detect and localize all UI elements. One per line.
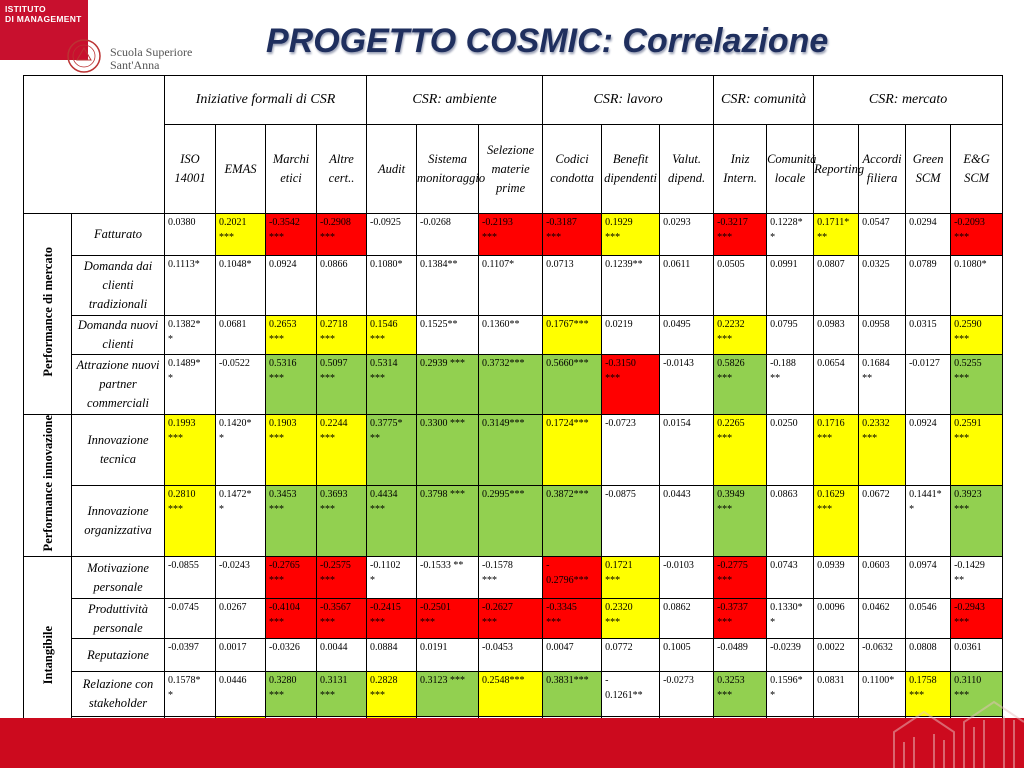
cell: 0.0772	[602, 639, 660, 672]
cell: 0.0958	[859, 316, 906, 355]
cell: -0.2093 ***	[951, 214, 1003, 256]
group-lavoro: CSR: lavoro	[543, 76, 714, 125]
cell: 0.1993 ***	[165, 415, 216, 486]
cell: 0.3131 ***	[317, 672, 367, 717]
cell: - 0.1261**	[602, 672, 660, 717]
cell: 0.2939 ***	[417, 355, 479, 415]
cell: -0.1102 *	[367, 557, 417, 599]
cell: -0.0925	[367, 214, 417, 256]
rowgroup-intangibile-label: Intangibile	[40, 625, 55, 685]
cell: 0.0505	[714, 256, 767, 316]
cell: 0.0361	[951, 639, 1003, 672]
cell: 0.3280 ***	[266, 672, 317, 717]
cell: 0.0743	[767, 557, 814, 599]
col-comunita-locale: Comunità locale	[767, 125, 814, 214]
cell: -0.3567 ***	[317, 599, 367, 639]
cell: 0.2995***	[479, 486, 543, 557]
rowgroup-innovazione-label: Performance innovazione	[40, 415, 55, 552]
table-row	[24, 355, 1003, 415]
cell: 0.2244 ***	[317, 415, 367, 486]
school-name	[110, 46, 192, 72]
cell: 0.2591 ***	[951, 415, 1003, 486]
cell: 0.0884	[367, 639, 417, 672]
cell: 0.0603	[859, 557, 906, 599]
cell: -0.3187 ***	[543, 214, 602, 256]
col-green-scm: Green SCM	[906, 125, 951, 214]
row-label: Domanda nuovi clienti	[72, 316, 165, 355]
cell: 0.1629 ***	[814, 486, 859, 557]
cell: 0.0863	[767, 486, 814, 557]
cell: 0.2320 ***	[602, 599, 660, 639]
cell: -0.0723	[602, 415, 660, 486]
col-valut-dipend: Valut. dipend.	[660, 125, 714, 214]
cell: -0.0273	[660, 672, 714, 717]
cell: 0.1489* *	[165, 355, 216, 415]
cell: 0.1100*	[859, 672, 906, 717]
cell: -0.0127	[906, 355, 951, 415]
cell: 0.0974	[906, 557, 951, 599]
col-reporting: Reporting	[814, 125, 859, 214]
cell: 0.3300 ***	[417, 415, 479, 486]
table-row	[24, 415, 1003, 486]
cell: 0.1080*	[951, 256, 1003, 316]
col-selezione-materie: Selezione materie prime	[479, 125, 543, 214]
row-label: Innovazione organizzativa	[72, 486, 165, 557]
col-benefit-dipendenti: Benefit dipendenti	[602, 125, 660, 214]
row-label: Innovazione tecnica	[72, 415, 165, 486]
seal-icon	[66, 38, 102, 74]
cell: 0.0250	[767, 415, 814, 486]
cell: 0.0315	[906, 316, 951, 355]
cell: 0.5316 ***	[266, 355, 317, 415]
cell: 0.1330* *	[767, 599, 814, 639]
cell: 0.3110 ***	[951, 672, 1003, 717]
cell: 0.0495	[660, 316, 714, 355]
cell: 0.0022	[814, 639, 859, 672]
cell: 0.0807	[814, 256, 859, 316]
cell: 0.0293	[660, 214, 714, 256]
col-accordi-filiera: Accordi filiera	[859, 125, 906, 214]
cell: 0.0325	[859, 256, 906, 316]
cell: -0.2575 ***	[317, 557, 367, 599]
table-row	[24, 672, 1003, 717]
cell: 0.3123 ***	[417, 672, 479, 717]
cell: -0.0745	[165, 599, 216, 639]
cell: -0.3345 ***	[543, 599, 602, 639]
rowgroup-mercato-label: Performance di mercato	[40, 246, 55, 377]
cell: -0.2193 ***	[479, 214, 543, 256]
cell: 0.1578* *	[165, 672, 216, 717]
cell: 0.1903 ***	[266, 415, 317, 486]
cell: 0.1384**	[417, 256, 479, 316]
cell: 0.3949 ***	[714, 486, 767, 557]
cell: 0.0044	[317, 639, 367, 672]
cell: - 0.2796***	[543, 557, 602, 599]
cell: -0.2775 ***	[714, 557, 767, 599]
cell: 0.1228* *	[767, 214, 814, 256]
cell: 0.0154	[660, 415, 714, 486]
table-row	[24, 599, 1003, 639]
row-label: Fatturato	[72, 214, 165, 256]
cell: 0.1472* *	[216, 486, 266, 557]
cell: -0.0326	[266, 639, 317, 672]
cell: 0.2590 ***	[951, 316, 1003, 355]
cell: 0.2810 ***	[165, 486, 216, 557]
row-label: Motivazione personale	[72, 557, 165, 599]
row-label: Domanda dai clienti tradizionali	[72, 256, 165, 316]
cell: 0.0924	[266, 256, 317, 316]
cell: 0.1113*	[165, 256, 216, 316]
cell: 0.1929 ***	[602, 214, 660, 256]
cell: 0.1721 ***	[602, 557, 660, 599]
page-title: PROGETTO COSMIC: Correlazione	[266, 22, 829, 60]
cell: -0.0143	[660, 355, 714, 415]
cell: 0.0654	[814, 355, 859, 415]
col-iniz-intern: Iniz Intern.	[714, 125, 767, 214]
cell: -0.0243	[216, 557, 266, 599]
corner-cell	[24, 76, 165, 214]
cell: 0.1546 ***	[367, 316, 417, 355]
table-row	[24, 486, 1003, 557]
cell: -0.2943 ***	[951, 599, 1003, 639]
cell: 0.2232 ***	[714, 316, 767, 355]
school-logo	[66, 38, 226, 74]
cell: 0.3693 ***	[317, 486, 367, 557]
cell: 0.0611	[660, 256, 714, 316]
table-row	[24, 256, 1003, 316]
group-mercato: CSR: mercato	[814, 76, 1003, 125]
table-row	[24, 557, 1003, 599]
cell: 0.2332 ***	[859, 415, 906, 486]
col-altre-cert: Altre cert..	[317, 125, 367, 214]
row-label: Relazione con stakeholder	[72, 672, 165, 717]
col-emas: EMAS	[216, 125, 266, 214]
cell: -0.188 **	[767, 355, 814, 415]
rowgroup-innovazione	[24, 415, 72, 557]
col-codici-condotta: Codici condotta	[543, 125, 602, 214]
col-audit: Audit	[367, 125, 417, 214]
cell: 0.0831	[814, 672, 859, 717]
logo-line-2: DI MANAGEMENT	[5, 14, 82, 24]
cell: 0.0795	[767, 316, 814, 355]
logo-line-1: ISTITUTO	[5, 4, 46, 14]
col-iso14001: ISO 14001	[165, 125, 216, 214]
cell: 0.0191	[417, 639, 479, 672]
row-label: Reputazione	[72, 639, 165, 672]
cell: -0.3542 ***	[266, 214, 317, 256]
cell: 0.2653 ***	[266, 316, 317, 355]
cell: 0.3149***	[479, 415, 543, 486]
cell: 0.0047	[543, 639, 602, 672]
cell: 0.5826 ***	[714, 355, 767, 415]
cell: 0.1239**	[602, 256, 660, 316]
cell: -0.0875	[602, 486, 660, 557]
cell: -0.2415 ***	[367, 599, 417, 639]
cell: 0.0380	[165, 214, 216, 256]
group-comunita: CSR: comunità	[714, 76, 814, 125]
cell: -0.2501 ***	[417, 599, 479, 639]
cell: 0.5097 ***	[317, 355, 367, 415]
cell: -0.4104 ***	[266, 599, 317, 639]
cell: 0.5314 ***	[367, 355, 417, 415]
col-eg-scm: E&G SCM	[951, 125, 1003, 214]
cell: 0.0546	[906, 599, 951, 639]
cell: 0.1716 ***	[814, 415, 859, 486]
cell: -0.0522	[216, 355, 266, 415]
cell: -0.2908 ***	[317, 214, 367, 256]
row-label: Attrazione nuovi partner commerciali	[72, 355, 165, 415]
rowgroup-mercato	[24, 214, 72, 415]
correlation-table	[23, 75, 1003, 758]
cell: 0.0462	[859, 599, 906, 639]
cell: 0.0294	[906, 214, 951, 256]
cell: 0.2021 ***	[216, 214, 266, 256]
cell: 0.3775* **	[367, 415, 417, 486]
group-ambiente: CSR: ambiente	[367, 76, 543, 125]
cell: 0.1711* **	[814, 214, 859, 256]
cell: 0.1420* *	[216, 415, 266, 486]
row-label: Produttività personale	[72, 599, 165, 639]
cell: -0.1578 ***	[479, 557, 543, 599]
cell: -0.1429 **	[951, 557, 1003, 599]
cell: 0.5255 ***	[951, 355, 1003, 415]
cell: 0.1382* *	[165, 316, 216, 355]
cell: 0.0267	[216, 599, 266, 639]
cell: 0.0713	[543, 256, 602, 316]
footer-band	[0, 718, 1024, 768]
cell: 0.0672	[859, 486, 906, 557]
cell: 0.5660***	[543, 355, 602, 415]
cell: 0.3453 ***	[266, 486, 317, 557]
cell: 0.0443	[660, 486, 714, 557]
cell: 0.2718 ***	[317, 316, 367, 355]
cell: 0.1005	[660, 639, 714, 672]
cell: -0.3217 ***	[714, 214, 767, 256]
cell: 0.0991	[767, 256, 814, 316]
cell: 0.0096	[814, 599, 859, 639]
cell: 0.1441* *	[906, 486, 951, 557]
cell: 0.3923 ***	[951, 486, 1003, 557]
cell: -0.0239	[767, 639, 814, 672]
cell: -0.2765 ***	[266, 557, 317, 599]
col-sistema-monitoraggio: Sistema monitoraggio	[417, 125, 479, 214]
cell: 0.3831***	[543, 672, 602, 717]
cell: 0.3872***	[543, 486, 602, 557]
cell: -0.0268	[417, 214, 479, 256]
cell: 0.1758 ***	[906, 672, 951, 717]
school-line-1: Scuola Superiore	[110, 45, 193, 59]
cell: 0.1525**	[417, 316, 479, 355]
table-row	[24, 639, 1003, 672]
building-sketch-icon	[884, 672, 1024, 768]
cell: 0.1596* *	[767, 672, 814, 717]
cell: 0.1048*	[216, 256, 266, 316]
col-marchi-etici: Marchi etici	[266, 125, 317, 214]
cell: 0.2265 ***	[714, 415, 767, 486]
cell: 0.0808	[906, 639, 951, 672]
cell: 0.1724***	[543, 415, 602, 486]
cell: -0.0397	[165, 639, 216, 672]
cell: 0.0017	[216, 639, 266, 672]
school-line-2: Sant'Anna	[110, 58, 160, 72]
cell: -0.0103	[660, 557, 714, 599]
cell: 0.1684 **	[859, 355, 906, 415]
cell: -0.0489	[714, 639, 767, 672]
cell: 0.3253 ***	[714, 672, 767, 717]
cell: -0.1533 **	[417, 557, 479, 599]
cell: -0.0632	[859, 639, 906, 672]
cell: 0.0866	[317, 256, 367, 316]
cell: 0.4434 ***	[367, 486, 417, 557]
cell: 0.2828 ***	[367, 672, 417, 717]
cell: 0.0446	[216, 672, 266, 717]
cell: 0.1107*	[479, 256, 543, 316]
cell: 0.0939	[814, 557, 859, 599]
table-row	[24, 214, 1003, 256]
cell: 0.2548***	[479, 672, 543, 717]
cell: 0.3732***	[479, 355, 543, 415]
cell: 0.0681	[216, 316, 266, 355]
cell: -0.2627 ***	[479, 599, 543, 639]
cell: 0.0983	[814, 316, 859, 355]
cell: 0.1360**	[479, 316, 543, 355]
cell: 0.1080*	[367, 256, 417, 316]
cell: 0.0547	[859, 214, 906, 256]
cell: -0.0453	[479, 639, 543, 672]
cell: 0.0219	[602, 316, 660, 355]
table-row	[24, 316, 1003, 355]
cell: -0.3737 ***	[714, 599, 767, 639]
cell: 0.0789	[906, 256, 951, 316]
cell: 0.0862	[660, 599, 714, 639]
group-formal: Iniziative formali di CSR	[165, 76, 367, 125]
cell: -0.0855	[165, 557, 216, 599]
cell: -0.3150 ***	[602, 355, 660, 415]
cell: 0.0924	[906, 415, 951, 486]
cell: 0.3798 ***	[417, 486, 479, 557]
cell: 0.1767***	[543, 316, 602, 355]
